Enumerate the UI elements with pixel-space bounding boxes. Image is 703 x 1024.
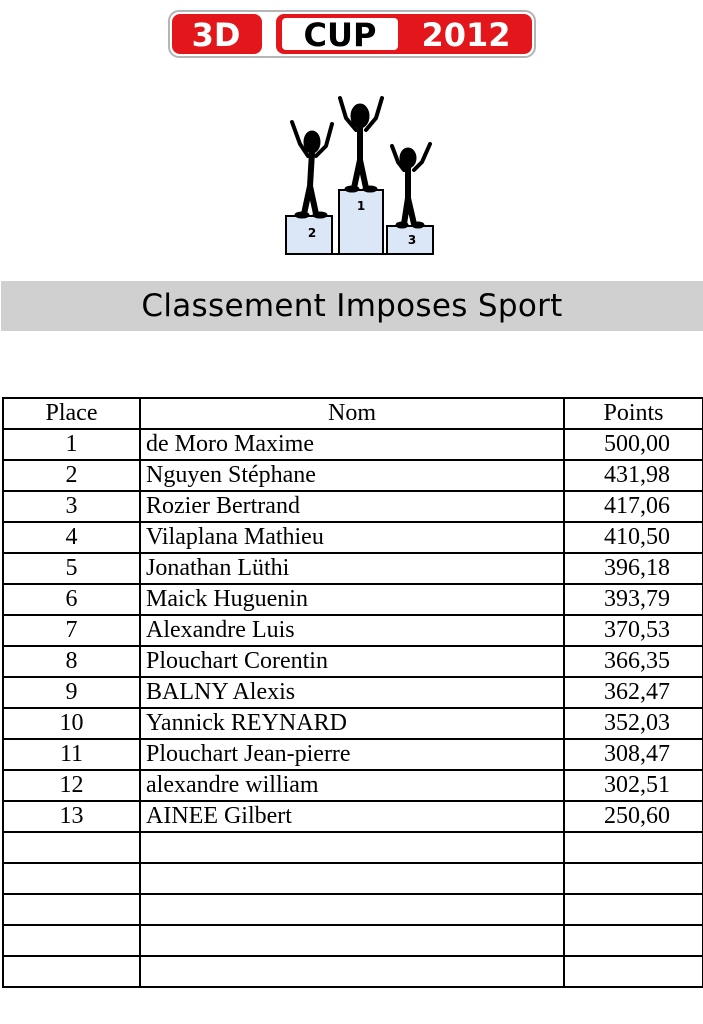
header-place: Place: [3, 398, 140, 429]
place-cell: 7: [3, 615, 140, 646]
place-cell: 6: [3, 584, 140, 615]
points-cell: 250,60: [564, 801, 703, 832]
points-cell: 417,06: [564, 491, 703, 522]
points-cell: [564, 956, 703, 987]
table-row-empty: [3, 925, 703, 956]
name-cell: Jonathan Lüthi: [140, 553, 564, 584]
place-cell: 5: [3, 553, 140, 584]
place-cell: 10: [3, 708, 140, 739]
podium-second-label: 2: [307, 226, 317, 240]
name-cell: Nguyen Stéphane: [140, 460, 564, 491]
table-row: [3, 615, 703, 646]
place-cell: 8: [3, 646, 140, 677]
place-cell: 4: [3, 522, 140, 553]
table-row: [3, 708, 703, 739]
name-cell: de Moro Maxime: [140, 429, 564, 460]
place-cell: [3, 894, 140, 925]
points-cell: 500,00: [564, 429, 703, 460]
table-row: [3, 553, 703, 584]
table-row-empty: [3, 956, 703, 987]
points-cell: 362,47: [564, 677, 703, 708]
name-cell: [140, 894, 564, 925]
ranking-table: [2, 397, 703, 988]
table-row: [3, 770, 703, 801]
name-cell: BALNY Alexis: [140, 677, 564, 708]
place-cell: 2: [3, 460, 140, 491]
place-cell: 9: [3, 677, 140, 708]
3d-cup-2012-logo: [168, 10, 536, 58]
podium-third-label: 3: [407, 233, 417, 247]
place-cell: 1: [3, 429, 140, 460]
points-cell: 393,79: [564, 584, 703, 615]
table-row: [3, 584, 703, 615]
place-cell: 12: [3, 770, 140, 801]
table-header-row: [3, 398, 703, 429]
place-cell: [3, 863, 140, 894]
name-cell: Alexandre Luis: [140, 615, 564, 646]
name-cell: Plouchart Corentin: [140, 646, 564, 677]
table-row: [3, 739, 703, 770]
points-cell: 366,35: [564, 646, 703, 677]
name-cell: Plouchart Jean-pierre: [140, 739, 564, 770]
points-cell: 308,47: [564, 739, 703, 770]
name-cell: [140, 832, 564, 863]
table-row: [3, 522, 703, 553]
place-cell: 13: [3, 801, 140, 832]
table-row: [3, 429, 703, 460]
points-cell: 410,50: [564, 522, 703, 553]
table-row: [3, 677, 703, 708]
place-cell: 3: [3, 491, 140, 522]
table-row-empty: [3, 863, 703, 894]
points-cell: [564, 925, 703, 956]
points-cell: 370,53: [564, 615, 703, 646]
name-cell: [140, 956, 564, 987]
name-cell: [140, 863, 564, 894]
podium-first-label: 1: [356, 199, 366, 213]
table-row: [3, 460, 703, 491]
points-cell: [564, 894, 703, 925]
points-cell: 302,51: [564, 770, 703, 801]
table-row: [3, 491, 703, 522]
points-cell: [564, 832, 703, 863]
points-cell: 396,18: [564, 553, 703, 584]
logo-3d-text: 3D: [191, 16, 241, 54]
place-cell: 11: [3, 739, 140, 770]
header-nom: Nom: [140, 398, 564, 429]
points-cell: 352,03: [564, 708, 703, 739]
name-cell: alexandre william: [140, 770, 564, 801]
name-cell: Rozier Bertrand: [140, 491, 564, 522]
table-row-empty: [3, 894, 703, 925]
name-cell: Vilaplana Mathieu: [140, 522, 564, 553]
table-row: [3, 801, 703, 832]
page-title: Classement Imposes Sport: [1, 281, 703, 331]
place-cell: [3, 925, 140, 956]
name-cell: [140, 925, 564, 956]
points-cell: 431,98: [564, 460, 703, 491]
name-cell: AINEE Gilbert: [140, 801, 564, 832]
table-row-empty: [3, 832, 703, 863]
name-cell: Yannick REYNARD: [140, 708, 564, 739]
header-points: Points: [564, 398, 703, 429]
place-cell: [3, 956, 140, 987]
table-row: [3, 646, 703, 677]
podium-icon: [280, 94, 438, 258]
place-cell: [3, 832, 140, 863]
logo-cup-text: CUP: [303, 16, 377, 54]
name-cell: Maick Huguenin: [140, 584, 564, 615]
points-cell: [564, 863, 703, 894]
logo-year-text: 2012: [421, 16, 511, 54]
